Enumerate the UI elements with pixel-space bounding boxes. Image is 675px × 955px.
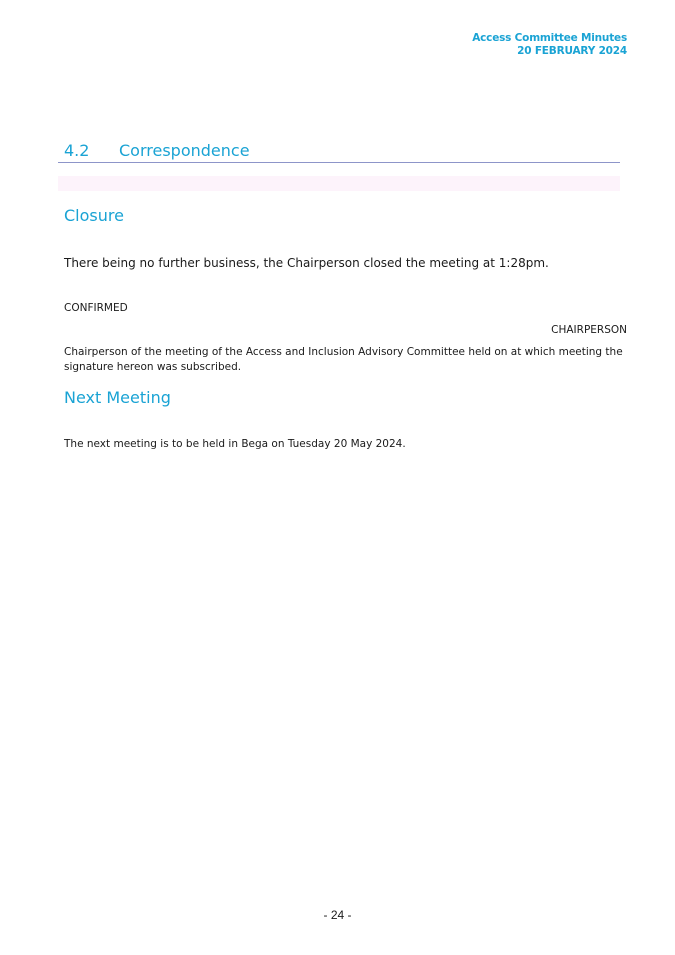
section-number: 4.2 bbox=[64, 141, 90, 160]
page-number: - 24 - bbox=[323, 908, 352, 922]
next-meeting-heading: Next Meeting bbox=[64, 388, 171, 407]
section-title: Correspondence bbox=[119, 141, 250, 160]
empty-content-band bbox=[58, 176, 620, 191]
page-header bbox=[472, 32, 627, 58]
closure-heading: Closure bbox=[64, 206, 124, 225]
next-meeting-text: The next meeting is to be held in Bega on Tuesday 20 May 2024. bbox=[64, 438, 406, 450]
header-date: 20 FEBRUARY 2024 bbox=[517, 45, 627, 57]
chairperson-signature-label: CHAIRPERSON bbox=[551, 324, 627, 336]
closure-text: There being no further business, the Chairperson closed the meeting at 1:28pm. bbox=[64, 256, 549, 270]
header-title: Access Committee Minutes bbox=[472, 32, 627, 44]
confirmed-label: CONFIRMED bbox=[64, 302, 128, 314]
subscription-statement: Chairperson of the meeting of the Access and Inclusion Advisory Committee held on at which meeting the signature hereon was subscribed. bbox=[64, 346, 623, 373]
section-heading-correspondence bbox=[58, 141, 620, 163]
